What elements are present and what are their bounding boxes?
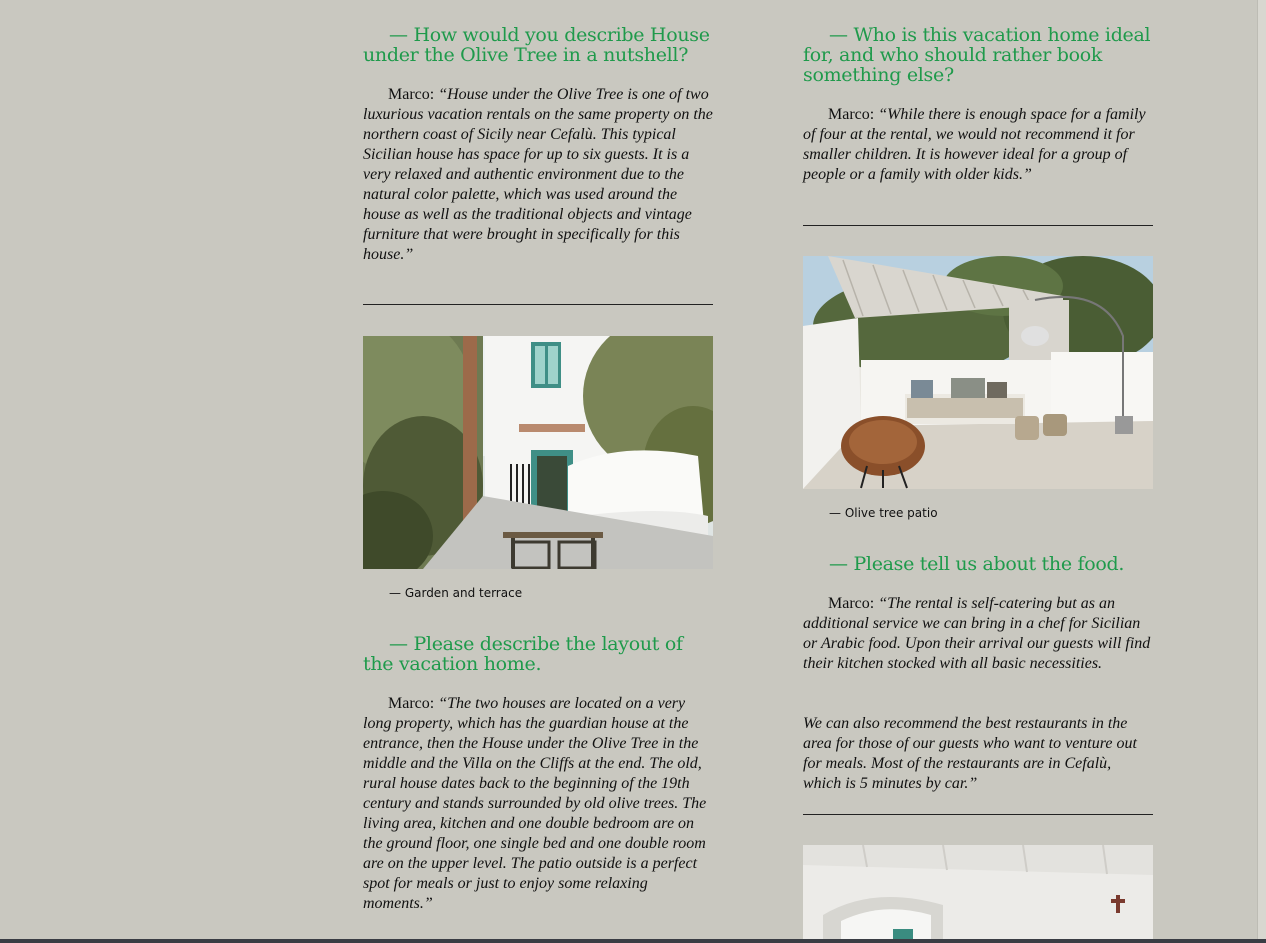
answer-paragraph xyxy=(363,694,713,914)
answer-text: “While there is enough space for a family of four at the rental, we would not recommend it for smaller children. It is however ideal for a group of people or a family with older kids.” xyxy=(803,106,1146,183)
answer-paragraph xyxy=(803,105,1153,185)
answer-text: “The two houses are located on a very long property, which has the guardian house at the entrance, then the House under the Olive Tree in the middle and the Villa on the Cliffs at the end. The old, rural house dates back to the beginning of the 19th century and stands surrounded by old olive trees. The living area, kitchen and one double bedroom are on the ground floor, one single bed and one double room are on the upper level. The patio outside is a perfect spot for meals or just to enjoy some relaxing moments.” xyxy=(363,695,707,912)
question-heading: — Who is this vacation home ideal for, and who should rather book something else? xyxy=(803,24,1151,86)
speaker-label: Marco: xyxy=(388,86,435,103)
divider xyxy=(363,304,713,305)
answer-text: “The rental is self-catering but as an additional service we can bring in a chef for Sicilian or Arabic food. Upon their arrival our guests will find their kitchen stocked with all basic necessities. xyxy=(803,595,1151,672)
answer-text: “House under the Olive Tree is one of two luxurious vacation rentals on the same property on the northern coast of Sicily near Cefalù. This typical Sicilian house has space for up to six guests. It is a very relaxed and authentic environment due to the natural color palette, which was used around the house as well as the traditional objects and vintage furniture that were brought in specifically for this house.” xyxy=(363,86,713,263)
answer-paragraph xyxy=(363,85,713,265)
speaker-label: Marco: xyxy=(388,695,435,712)
divider xyxy=(803,225,1153,226)
photo-caption: — Olive tree patio xyxy=(829,506,938,520)
divider xyxy=(803,814,1153,815)
speaker-label: Marco: xyxy=(828,106,875,123)
window-scroll-edge xyxy=(1257,0,1266,943)
photo-caption: — Garden and terrace xyxy=(389,586,523,600)
question-heading: — How would you describe House under the Olive Tree in a nutshell? xyxy=(363,24,710,66)
garden-terrace-photo xyxy=(363,336,713,569)
question-heading: — Please describe the layout of the vacation home. xyxy=(363,633,683,675)
speaker-label: Marco: xyxy=(828,595,875,612)
interior-photo xyxy=(803,845,1153,939)
window-bottom-edge xyxy=(0,939,1266,943)
answer-paragraph xyxy=(803,594,1153,674)
answer-paragraph-continued: We can also recommend the best restaurants in the area for those of our guests who want to venture out for meals. Most of the restaurants are in Cefalù, which is 5 minutes by car.” xyxy=(803,715,1137,792)
question-heading: — Please tell us about the food. xyxy=(829,553,1125,575)
olive-tree-patio-photo xyxy=(803,256,1153,489)
